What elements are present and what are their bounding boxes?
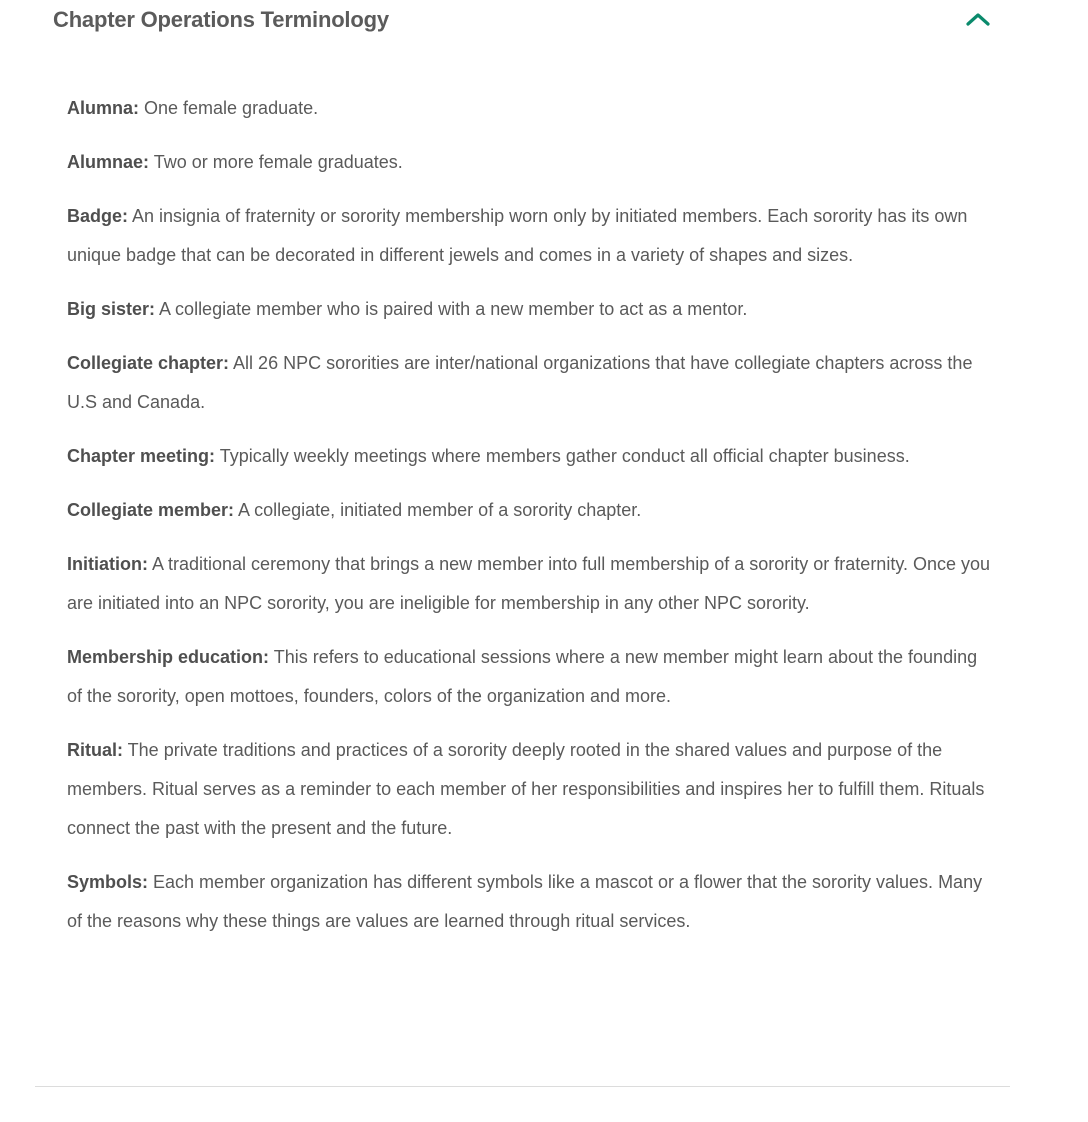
term-definition: A collegiate member who is paired with a new member to act as a mentor. <box>155 299 748 319</box>
term-definition: A traditional ceremony that brings a new member into full membership of a sorority or fraternity. Once you are initiated into an NPC sorority, you are ineligible for membership in any other NPC sorority. <box>67 554 991 613</box>
glossary-item <box>67 863 992 941</box>
term-definition: This refers to educational sessions where a new member might learn about the founding of the sorority, open mottoes, founders, colors of the organization and more. <box>67 647 978 706</box>
term-definition: An insignia of fraternity or sorority membership worn only by initiated members. Each sorority has its own unique badge that can be decorated in different jewels and comes in a variety of shapes and sizes. <box>67 206 968 265</box>
term-name: Big sister: <box>67 299 156 319</box>
term-name: Alumnae: <box>67 152 150 172</box>
term-name: Ritual: <box>67 740 123 760</box>
term-definition: The private traditions and practices of a sorority deeply rooted in the shared values and purpose of the members. Ritual serves as a reminder to each member of her responsibilities and inspires her to fulfill them. Rituals connect the past with the present and the future. <box>67 740 985 838</box>
term-name: Collegiate member: <box>67 500 235 520</box>
accordion-header[interactable] <box>53 0 1001 44</box>
term-name: Initiation: <box>67 554 148 574</box>
term-definition: Two or more female graduates. <box>149 152 403 172</box>
term-definition: One female graduate. <box>139 98 319 118</box>
term-name: Membership education: <box>67 647 270 667</box>
term-name: Chapter meeting: <box>67 446 216 466</box>
glossary-item <box>67 545 992 623</box>
term-name: Symbols: <box>67 872 149 892</box>
term-definition: Each member organization has different symbols like a mascot or a flower that the sorority values. Many of the reasons why these things are values are learned through ritual services. <box>67 872 983 931</box>
glossary-item <box>67 491 992 530</box>
term-definition: All 26 NPC sororities are inter/national organizations that have collegiate chapters across the U.S and Canada. <box>67 353 973 412</box>
glossary-list <box>67 89 992 956</box>
term-definition: Typically weekly meetings where members gather conduct all official chapter business. <box>215 446 910 466</box>
term-definition: A collegiate, initiated member of a sorority chapter. <box>234 500 642 520</box>
glossary-item <box>67 437 992 476</box>
glossary-item <box>67 290 992 329</box>
term-name: Alumna: <box>67 98 139 118</box>
glossary-item <box>67 143 992 182</box>
term-name: Collegiate chapter: <box>67 353 230 373</box>
accordion-divider <box>35 1086 1010 1087</box>
chevron-up-icon[interactable] <box>964 8 992 30</box>
glossary-item <box>67 197 992 275</box>
glossary-item <box>67 89 992 128</box>
glossary-item <box>67 731 992 848</box>
glossary-item <box>67 638 992 716</box>
glossary-item <box>67 344 992 422</box>
term-name: Badge: <box>67 206 129 226</box>
accordion-title[interactable]: Chapter Operations Terminology <box>53 7 389 32</box>
